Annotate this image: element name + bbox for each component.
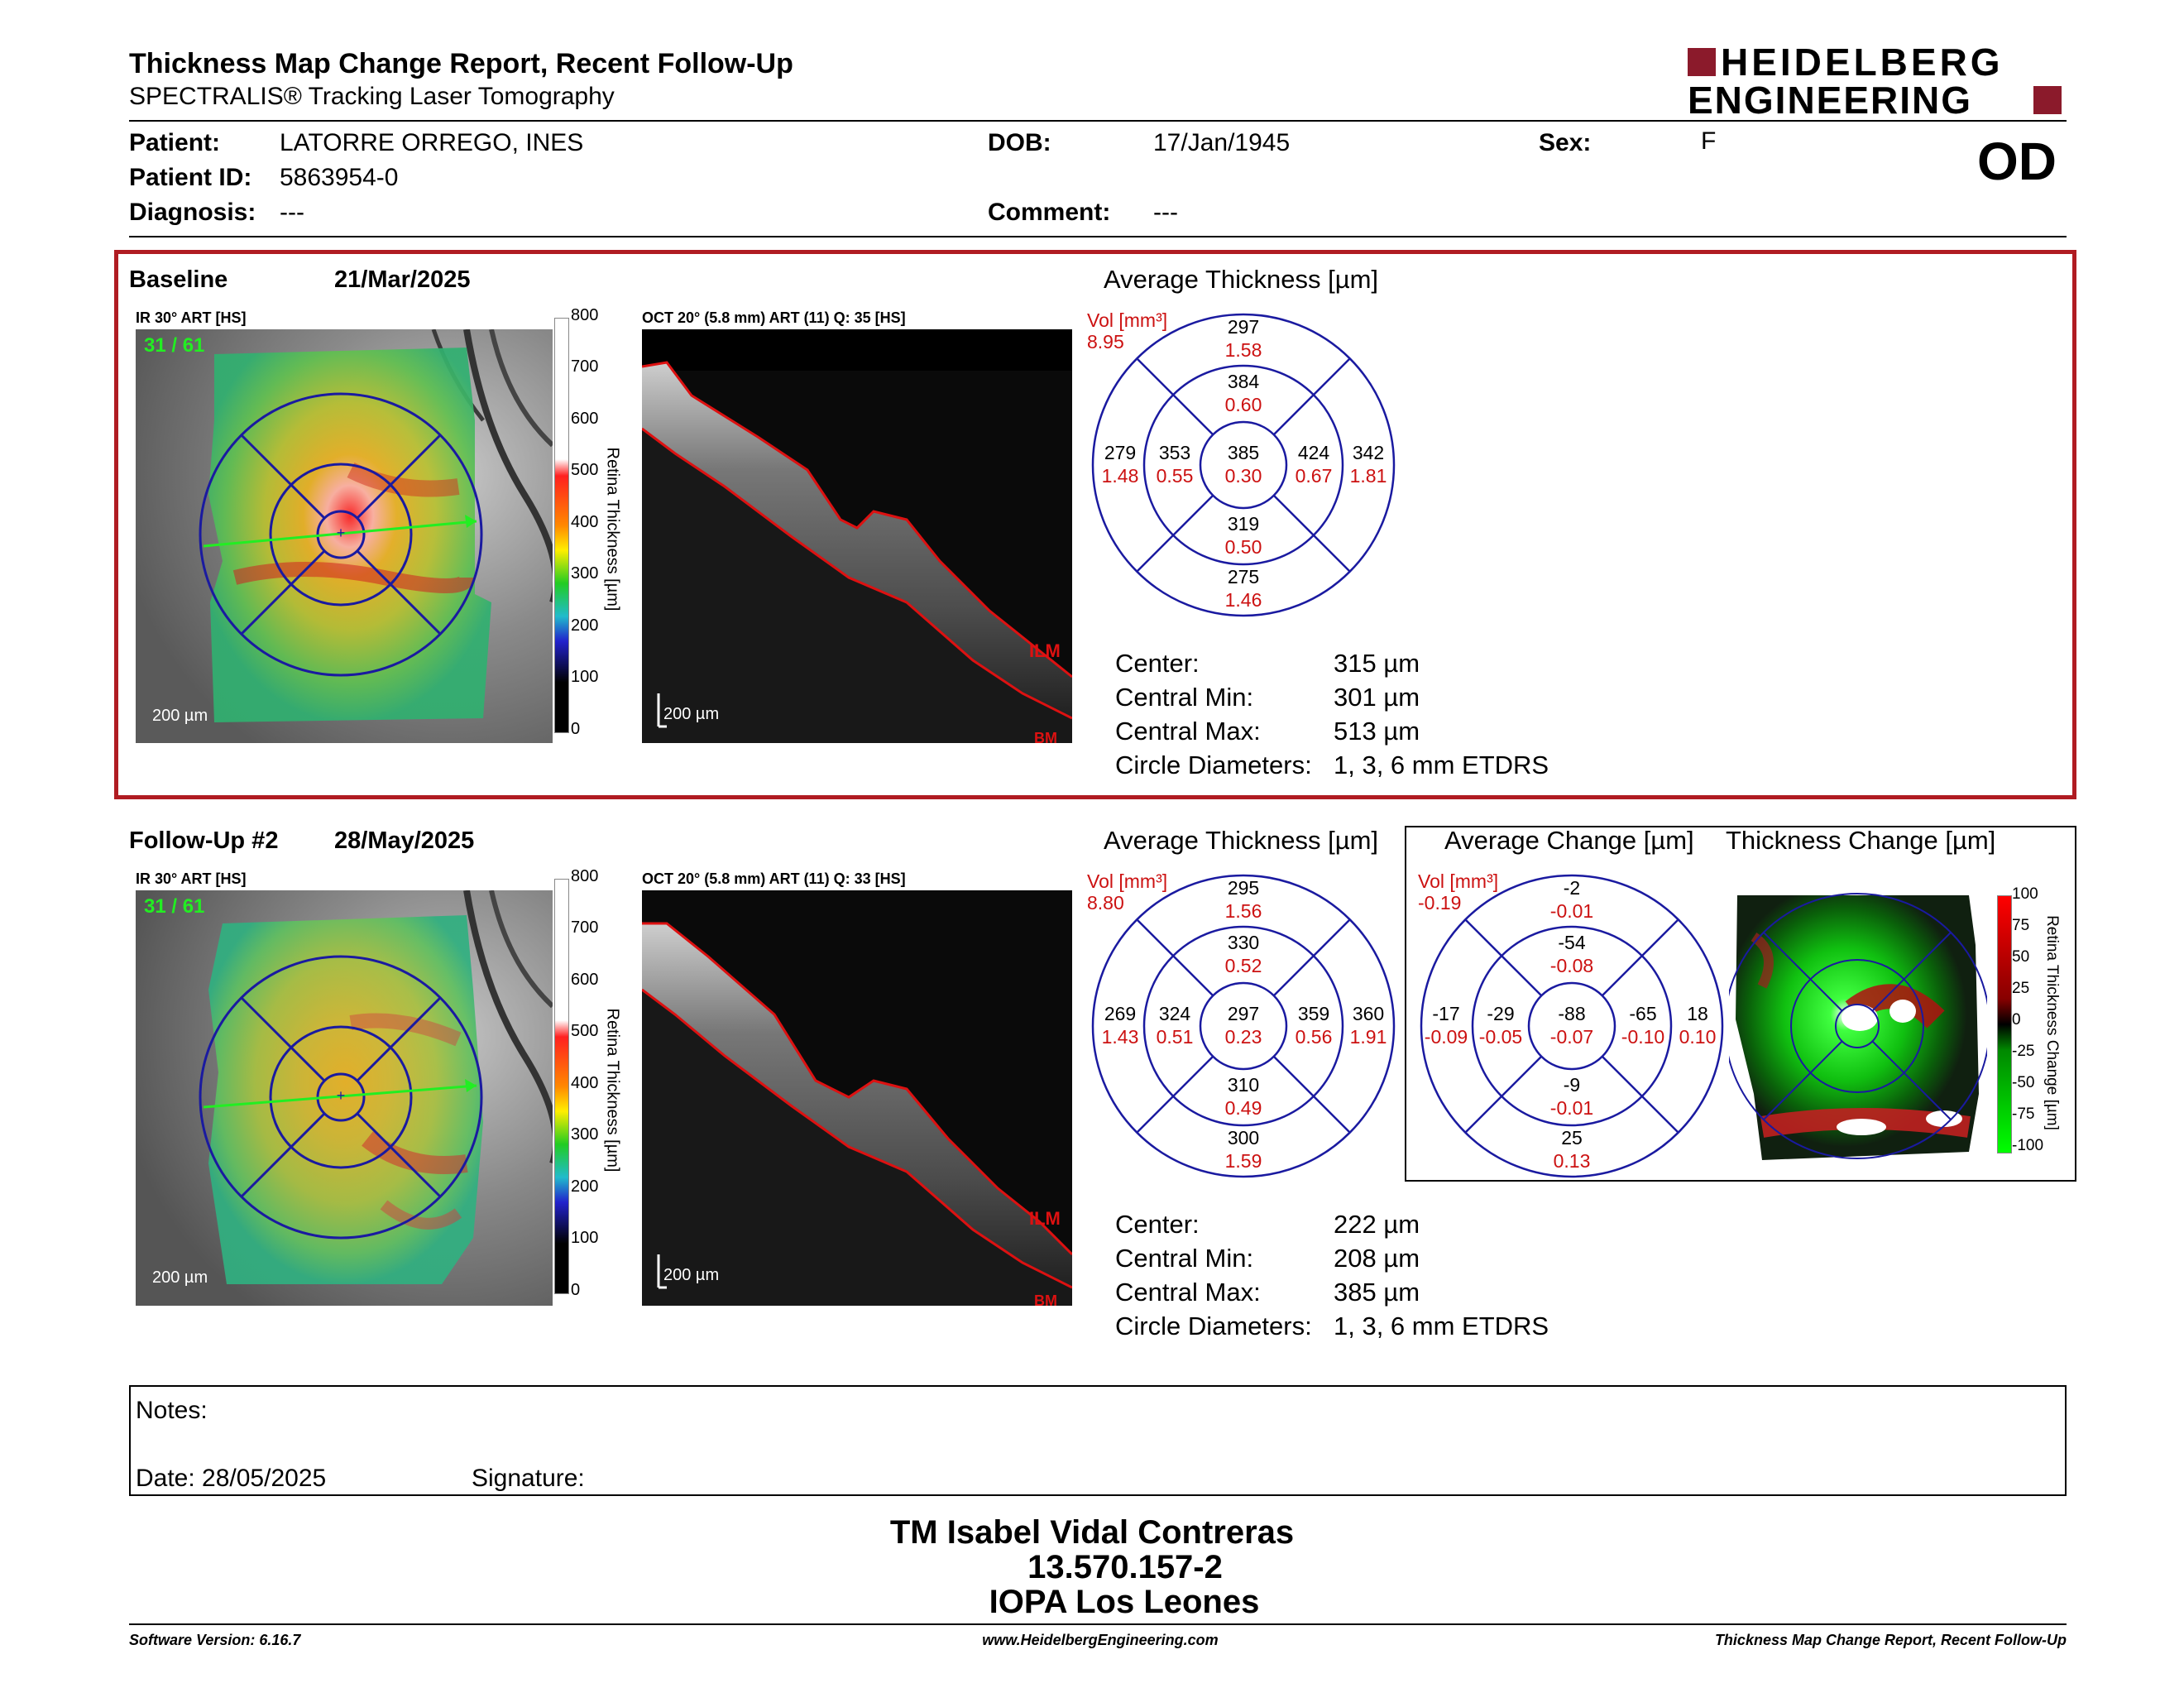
baseline-oct-image: [642, 329, 1072, 743]
colorbar-tick: 300: [571, 1125, 599, 1144]
etdrs-outer-nas-volume: 1.81: [1349, 465, 1387, 487]
colorbar-tick: 400: [571, 1074, 599, 1092]
baseline-etdrs-grid: [1087, 308, 1405, 622]
avg-change-title: Average Change [µm]: [1444, 826, 1694, 855]
eye-label: OD: [1977, 132, 2057, 191]
etdrs-inner-sup-thickness: 384: [1227, 371, 1260, 392]
divider: [129, 1623, 2067, 1625]
change-inner-tem-volume: -0.05: [1478, 1026, 1523, 1048]
baseline-bm-label: BM: [1034, 730, 1057, 743]
followup-stat-label: Circle Diameters:: [1115, 1312, 1312, 1340]
dob-label: DOB:: [988, 129, 1051, 156]
sex-label: Sex:: [1539, 129, 1592, 156]
baseline-stat-label: Central Max:: [1115, 717, 1261, 746]
baseline-date: 21/Mar/2025: [334, 266, 471, 293]
followup-ir-image: [136, 890, 553, 1306]
change-outer-tem-volume: -0.09: [1424, 1026, 1468, 1048]
followup-ir-caption: IR 30° ART [HS]: [136, 870, 247, 887]
followup-vol-value: 8.80: [1087, 892, 1124, 914]
etdrs-inner-nas-volume: 0.56: [1295, 1026, 1333, 1048]
colorbar-tick: 300: [571, 564, 599, 583]
etdrs-outer-nas-thickness: 360: [1352, 1003, 1385, 1024]
change-outer-sup-thickness: -2: [1563, 877, 1581, 899]
followup-label: Follow-Up #2: [129, 827, 279, 854]
colorbar-tick: 500: [571, 1022, 599, 1040]
etdrs-inner-tem-thickness: 353: [1158, 442, 1191, 463]
baseline-oct-scalebar: 200 µm: [663, 705, 720, 723]
etdrs-inner-inf-thickness: 319: [1227, 513, 1260, 535]
change-vol-value: -0.19: [1418, 892, 1462, 914]
followup-colorbar-axis-label: Retina Thickness [µm]: [603, 1008, 622, 1172]
change-inner-nas-thickness: -65: [1629, 1003, 1657, 1024]
change-inner-nas-volume: -0.10: [1621, 1026, 1665, 1048]
patient-name-label: Patient:: [129, 129, 221, 156]
followup-ir-scalebar: 200 µm: [152, 1268, 208, 1287]
etdrs-outer-sup-thickness: 295: [1227, 877, 1260, 899]
colorbar-tick: 800: [571, 306, 599, 324]
colorbar-tick: 0: [571, 720, 581, 738]
baseline-stat-value: 301 µm: [1334, 683, 1420, 712]
change-colorbar-tick: 25: [2012, 980, 2030, 997]
logo-square-icon: [2033, 86, 2062, 114]
etdrs-outer-tem-volume: 1.43: [1101, 1026, 1139, 1048]
followup-oct-image: [642, 890, 1072, 1306]
change-center-volume: -0.07: [1549, 1026, 1594, 1048]
change-outer-inf-volume: 0.13: [1553, 1150, 1591, 1172]
baseline-stat-label: Center:: [1115, 649, 1200, 678]
change-colorbar-axis-label: Retina Thickness Change [µm]: [2043, 915, 2061, 1130]
sex-value: F: [1701, 127, 1717, 155]
colorbar-tick: 700: [571, 918, 599, 937]
etdrs-outer-inf-volume: 1.59: [1224, 1150, 1262, 1172]
diagnosis-label: Diagnosis:: [129, 199, 256, 226]
etdrs-inner-tem-volume: 0.51: [1156, 1026, 1194, 1048]
baseline-label: Baseline: [129, 266, 228, 293]
etdrs-outer-nas-volume: 1.91: [1349, 1026, 1387, 1048]
change-etdrs-grid: [1418, 869, 1732, 1183]
divider: [129, 120, 2067, 122]
etdrs-inner-nas-volume: 0.67: [1295, 465, 1333, 487]
followup-stat-label: Central Min:: [1115, 1244, 1254, 1273]
etdrs-outer-sup-thickness: 297: [1227, 316, 1260, 338]
colorbar-tick: 200: [571, 616, 599, 635]
baseline-frame-counter: 31 / 61: [144, 334, 205, 357]
baseline-stat-label: Circle Diameters:: [1115, 750, 1312, 779]
etdrs-center-thickness: 297: [1227, 1003, 1260, 1024]
footer-url[interactable]: www.HeidelbergEngineering.com: [982, 1632, 1219, 1648]
followup-avg-thickness-title: Average Thickness [µm]: [1104, 826, 1379, 855]
etdrs-outer-tem-thickness: 269: [1104, 1003, 1137, 1024]
report-subtitle: SPECTRALIS® Tracking Laser Tomography: [129, 83, 615, 110]
colorbar-tick: 100: [571, 668, 599, 686]
change-inner-sup-thickness: -54: [1558, 932, 1586, 953]
baseline-vol-label: Vol [mm³]: [1087, 309, 1168, 331]
diagnosis-value: ---: [280, 199, 304, 226]
baseline-vol-value: 8.95: [1087, 331, 1124, 352]
change-inner-inf-thickness: -9: [1563, 1074, 1581, 1096]
etdrs-outer-sup-volume: 1.58: [1224, 339, 1262, 361]
report-title: Thickness Map Change Report, Recent Follow-Up: [129, 48, 793, 79]
followup-vol-label: Vol [mm³]: [1087, 870, 1168, 892]
etdrs-outer-inf-volume: 1.46: [1224, 589, 1262, 611]
comment-value: ---: [1153, 199, 1178, 226]
followup-stat-value: 222 µm: [1334, 1210, 1420, 1239]
baseline-stat-value: 513 µm: [1334, 717, 1420, 746]
colorbar-tick: 0: [571, 1281, 581, 1299]
logo-square-icon: [1688, 48, 1716, 76]
baseline-colorbar-axis-label: Retina Thickness [µm]: [603, 447, 622, 611]
change-outer-inf-thickness: 25: [1561, 1127, 1583, 1149]
change-center-thickness: -88: [1558, 1003, 1586, 1024]
colorbar-tick: 700: [571, 357, 599, 376]
change-colorbar: [1997, 895, 2012, 1153]
followup-stat-value: 208 µm: [1334, 1244, 1420, 1273]
heidelberg-logo: [1688, 41, 2068, 122]
followup-ilm-label: ILM: [1029, 1208, 1061, 1229]
etdrs-outer-tem-thickness: 279: [1104, 442, 1137, 463]
followup-oct-caption: OCT 20° (5.8 mm) ART (11) Q: 33 [HS]: [642, 870, 906, 887]
svg-text:+: +: [336, 1087, 346, 1104]
logo-text-line2: ENGINEERING: [1688, 79, 1973, 122]
patient-name: LATORRE ORREGO, INES: [280, 129, 584, 156]
etdrs-inner-tem-volume: 0.55: [1156, 465, 1194, 487]
followup-stat-label: Central Max:: [1115, 1278, 1261, 1307]
dob-value: 17/Jan/1945: [1153, 129, 1291, 156]
followup-date: 28/May/2025: [334, 827, 475, 854]
thickness-change-title: Thickness Change [µm]: [1726, 826, 1996, 855]
etdrs-outer-sup-volume: 1.56: [1224, 900, 1262, 922]
etdrs-outer-inf-thickness: 300: [1227, 1127, 1260, 1149]
change-inner-inf-volume: -0.01: [1549, 1097, 1594, 1119]
software-version: Software Version: 6.16.7: [129, 1632, 301, 1648]
etdrs-inner-nas-thickness: 359: [1297, 1003, 1330, 1024]
signer-id: 13.570.157-2: [1027, 1549, 1223, 1585]
patient-id: 5863954-0: [280, 164, 399, 191]
notes-box[interactable]: [129, 1385, 2067, 1496]
followup-stat-label: Center:: [1115, 1210, 1200, 1239]
change-outer-nas-thickness: 18: [1687, 1003, 1708, 1024]
etdrs-outer-tem-volume: 1.48: [1101, 465, 1139, 487]
followup-stat-value: 1, 3, 6 mm ETDRS: [1334, 1312, 1549, 1340]
baseline-stat-value: 1, 3, 6 mm ETDRS: [1334, 750, 1549, 779]
etdrs-inner-inf-volume: 0.50: [1224, 536, 1262, 558]
etdrs-center-volume: 0.30: [1224, 465, 1262, 487]
followup-frame-counter: 31 / 61: [144, 895, 205, 918]
etdrs-inner-sup-volume: 0.52: [1224, 955, 1262, 976]
etdrs-center-volume: 0.23: [1224, 1026, 1262, 1048]
baseline-ir-image: [136, 329, 553, 743]
thickness-change-map: [1729, 887, 1987, 1165]
notes-date: Date: 28/05/2025: [136, 1465, 327, 1492]
change-outer-sup-volume: -0.01: [1549, 900, 1594, 922]
change-colorbar-tick: 75: [2012, 917, 2030, 934]
baseline-ilm-label: ILM: [1029, 640, 1061, 661]
etdrs-inner-tem-thickness: 324: [1158, 1003, 1191, 1024]
colorbar-tick: 500: [571, 461, 599, 479]
change-vol-label: Vol [mm³]: [1418, 870, 1499, 892]
followup-bm-label: BM: [1034, 1292, 1057, 1306]
colorbar-tick: 200: [571, 1177, 599, 1196]
colorbar-tick: 600: [571, 410, 599, 428]
change-colorbar-tick: 50: [2012, 948, 2030, 966]
etdrs-inner-inf-volume: 0.49: [1224, 1097, 1262, 1119]
colorbar-tick: 800: [571, 867, 599, 885]
change-colorbar-tick: -50: [2012, 1074, 2035, 1091]
etdrs-inner-sup-volume: 0.60: [1224, 394, 1262, 415]
change-colorbar-tick: -25: [2012, 1043, 2035, 1060]
patient-id-label: Patient ID:: [129, 164, 252, 191]
change-inner-tem-thickness: -29: [1487, 1003, 1515, 1024]
change-colorbar-tick: -75: [2012, 1105, 2035, 1123]
footer-report-name: Thickness Map Change Report, Recent Follow-Up: [1714, 1632, 2067, 1648]
etdrs-inner-nas-thickness: 424: [1297, 442, 1330, 463]
followup-etdrs-grid: [1087, 869, 1405, 1183]
change-colorbar-tick: 100: [2012, 885, 2038, 903]
change-outer-tem-thickness: -17: [1432, 1003, 1460, 1024]
etdrs-inner-sup-thickness: 330: [1227, 932, 1260, 953]
colorbar-tick: 100: [571, 1229, 599, 1247]
signer-name: TM Isabel Vidal Contreras: [889, 1514, 1295, 1551]
divider: [129, 236, 2067, 237]
baseline-avg-thickness-title: Average Thickness [µm]: [1104, 265, 1379, 294]
change-colorbar-tick: 0: [2012, 1011, 2021, 1029]
change-outer-nas-volume: 0.10: [1679, 1026, 1717, 1048]
followup-oct-scalebar: 200 µm: [663, 1266, 720, 1284]
signature-label: Signature:: [472, 1465, 585, 1492]
notes-label: Notes:: [136, 1397, 208, 1424]
colorbar-tick: 400: [571, 513, 599, 531]
logo-text-line1: HEIDELBERG: [1721, 41, 2004, 84]
change-inner-sup-volume: -0.08: [1549, 955, 1594, 976]
comment-label: Comment:: [988, 199, 1111, 226]
followup-stat-value: 385 µm: [1334, 1278, 1420, 1307]
etdrs-outer-inf-thickness: 275: [1227, 566, 1260, 587]
change-colorbar-tick: -100: [2012, 1137, 2044, 1154]
signer-org: IOPA Los Leones: [989, 1584, 1260, 1620]
baseline-stat-label: Central Min:: [1115, 683, 1254, 712]
svg-text:+: +: [336, 525, 346, 541]
etdrs-inner-inf-thickness: 310: [1227, 1074, 1260, 1096]
colorbar-tick: 600: [571, 971, 599, 989]
baseline-ir-scalebar: 200 µm: [152, 707, 208, 725]
etdrs-center-thickness: 385: [1227, 442, 1260, 463]
etdrs-outer-nas-thickness: 342: [1352, 442, 1385, 463]
baseline-stat-value: 315 µm: [1334, 649, 1420, 678]
baseline-ir-caption: IR 30° ART [HS]: [136, 309, 247, 326]
baseline-oct-caption: OCT 20° (5.8 mm) ART (11) Q: 35 [HS]: [642, 309, 906, 326]
